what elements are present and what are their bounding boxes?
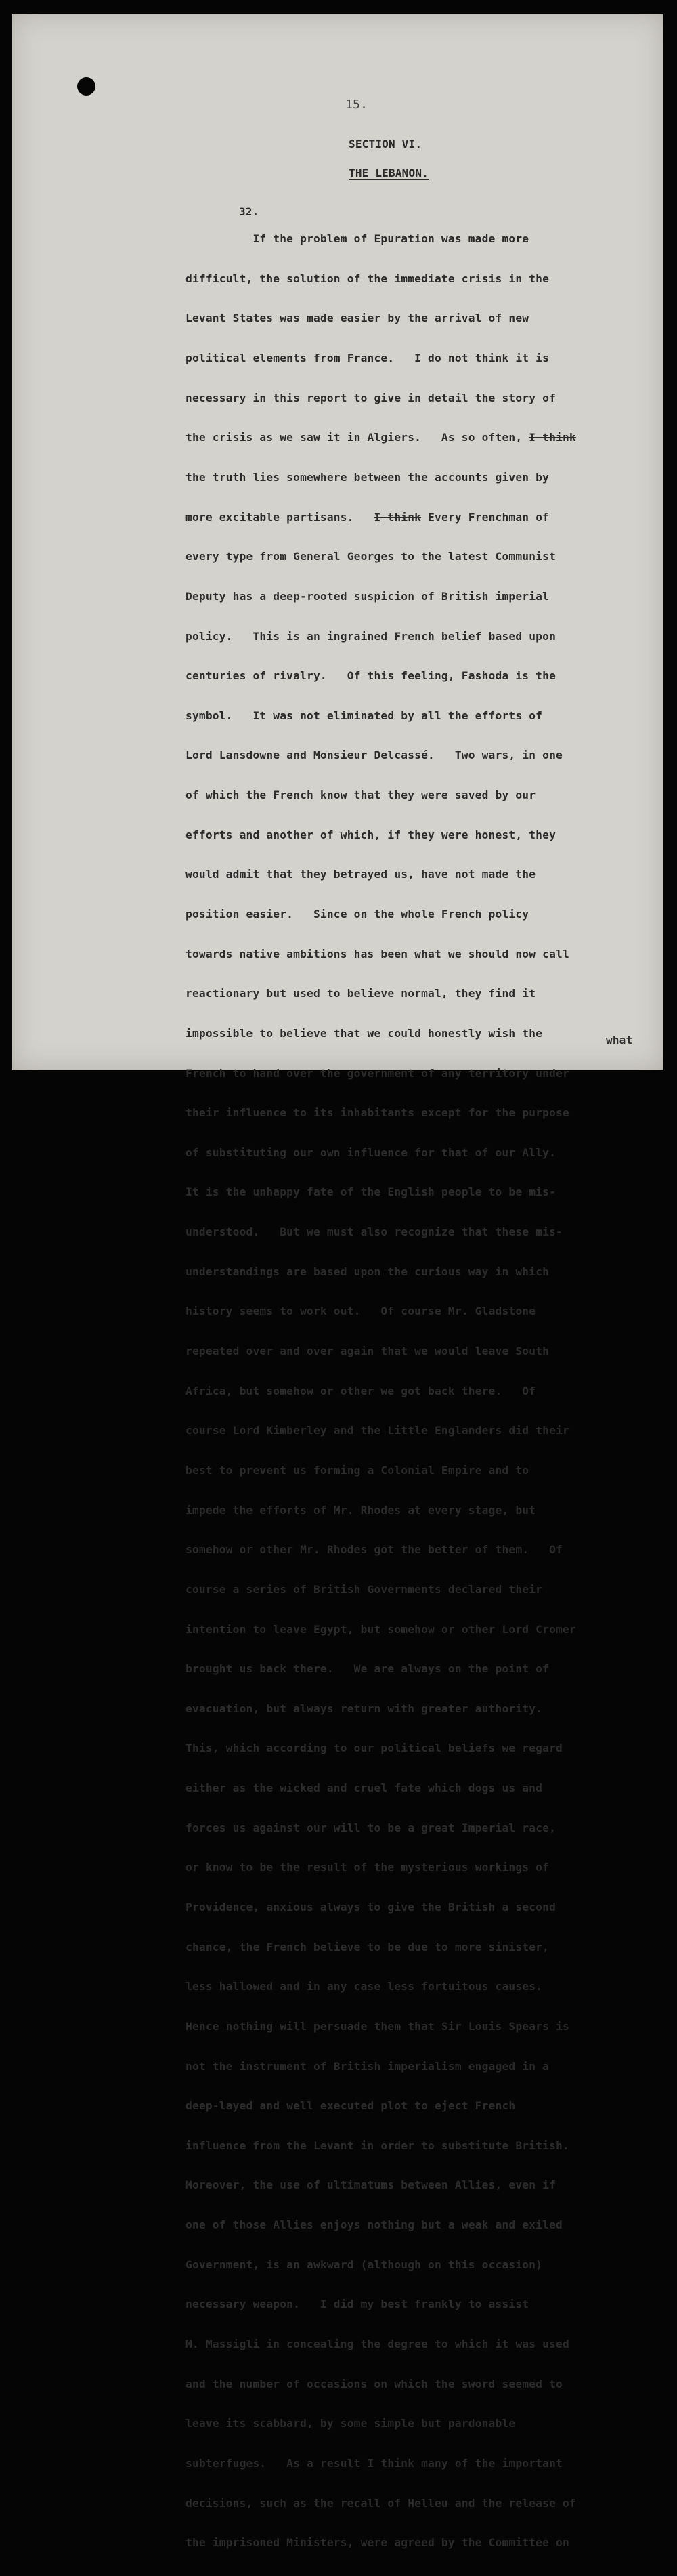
text-line: Government, is an awkward (although on this occasion)	[185, 2258, 543, 2271]
text-line	[185, 431, 659, 444]
text-line: understood. But we must also recognize that these mis-	[185, 1225, 563, 1239]
text-line: Lord Lansdowne and Monsieur Delcassé. Two wars, in one	[185, 748, 563, 762]
text-line: Levant States was made easier by the arrival of new	[185, 312, 529, 325]
text-line: not the instrument of British imperialism engaged in a	[185, 2059, 550, 2073]
text-line: chance, the French believe to be due to more sinister,	[185, 1940, 550, 1954]
text-line: of which the French know that they were saved by our	[185, 788, 536, 802]
punch-hole	[77, 77, 95, 96]
text-segment: more excitable partisans.	[185, 510, 374, 524]
text-line: towards native ambitions has been what we should now call	[185, 947, 569, 960]
text-line: intention to leave Egypt, but somehow or other Lord Cromer	[185, 1622, 576, 1636]
text-line: every type from General Georges to the latest Communist	[185, 550, 556, 564]
text-line: influence from the Levant in order to substitute British.	[185, 2138, 569, 2152]
text-line: the truth lies somewhere between the accounts given by	[185, 470, 550, 484]
text-segment: the crisis as we saw it in Algiers. As so often,	[185, 431, 529, 444]
text-line: or know to be the result of the mysterious workings of	[185, 1861, 550, 1874]
text-line: position easier. Since on the whole French policy	[185, 907, 529, 921]
page-number: 15.	[345, 98, 368, 112]
text-line: course a series of British Governments declared their	[185, 1582, 543, 1596]
text-line: policy. This is an ingrained French belief based upon	[185, 629, 556, 643]
text-line: evacuation, but always return with greater authority.	[185, 1702, 543, 1715]
text-line	[185, 511, 659, 524]
text-line: political elements from France. I do not think it is	[185, 352, 550, 365]
text-line: necessary in this report to give in detail the story of	[185, 391, 556, 404]
text-line: symbol. It was not eliminated by all the efforts of	[185, 709, 543, 722]
text-line: would admit that they betrayed us, have not made the	[185, 868, 536, 881]
text-line: and the number of occasions on which the sword seemed to	[185, 2377, 563, 2390]
text-line: reactionary but used to believe normal, they find it	[185, 987, 536, 1000]
text-line: history seems to work out. Of course Mr. Gladstone	[185, 1305, 536, 1318]
text-line: somehow or other Mr. Rhodes got the better of them. Of	[185, 1543, 563, 1557]
text-line: brought us back there. We are always on the point of	[185, 1662, 550, 1676]
text-line: one of those Allies enjoys nothing but a weak and exiled	[185, 2218, 563, 2232]
text-line: best to prevent us forming a Colonial Empire and to	[185, 1463, 529, 1477]
text-line: centuries of rivalry. Of this feeling, Fashoda is the	[185, 669, 556, 683]
text-line: This, which according to our political beliefs we regard	[185, 1741, 563, 1755]
paragraph-number: 32.	[239, 205, 259, 218]
text-line: the imprisoned Ministers, were agreed by the Committee on	[185, 2536, 569, 2550]
text-line: course Lord Kimberley and the Little Englanders did their	[185, 1424, 569, 1437]
text-line: difficult, the solution of the immediate crisis in the	[185, 272, 550, 285]
text-segment: Every Frenchman of	[428, 510, 550, 524]
text-line: Hence nothing will persuade them that Sir Louis Spears is	[185, 2019, 569, 2033]
text-line: efforts and another of which, if they were honest, they	[185, 828, 556, 841]
body-text	[185, 206, 659, 2576]
text-line: M. Massigli in concealing the degree to which it was used	[185, 2338, 569, 2351]
text-line: of substituting our own influence for that of our Ally.	[185, 1145, 556, 1159]
text-line: their influence to its inhabitants except for the purpose	[185, 1106, 569, 1120]
section-heading: SECTION VI.	[349, 138, 422, 150]
text-line: impede the efforts of Mr. Rhodes at every stage, but	[185, 1503, 536, 1517]
text-line: It is the unhappy fate of the English people to be mis-	[185, 1185, 556, 1199]
text-line: forces us against our will to be a great Imperial race,	[185, 1821, 556, 1834]
text-line: If the problem of Epuration was made more	[185, 232, 529, 246]
subheading: THE LEBANON.	[349, 167, 429, 180]
text-line: subterfuges. As a result I think many of the important	[185, 2456, 563, 2470]
text-line: Deputy has a deep-rooted suspicion of British imperial	[185, 589, 550, 603]
text-line: understandings are based upon the curious way in which	[185, 1265, 550, 1278]
text-line: Providence, anxious always to give the British a second	[185, 1901, 556, 1914]
text-line: leave its scabbard, by some simple but pardonable	[185, 2417, 516, 2430]
struck-text: I think	[374, 510, 422, 524]
text-line: Moreover, the use of ultimatums between Allies, even if	[185, 2178, 556, 2192]
catchword: what	[606, 1034, 633, 1047]
text-line: Africa, but somehow or other we got back there. Of	[185, 1384, 536, 1397]
text-line: deep-layed and well executed plot to eject French	[185, 2099, 516, 2113]
text-line: either as the wicked and cruel fate which dogs us and	[185, 1781, 543, 1795]
text-line: less hallowed and in any case less fortuitous causes.	[185, 1980, 543, 1993]
text-line: French to hand over the government of any territory under	[185, 1066, 569, 1080]
document-page	[12, 14, 663, 2550]
text-line: decisions, such as the recall of Helleu and the release of	[185, 2496, 576, 2510]
struck-text: I think	[529, 431, 576, 444]
text-line: impossible to believe that we could honestly wish the	[185, 1026, 543, 1040]
text-line: necessary weapon. I did my best frankly to assist	[185, 2298, 529, 2311]
text-line: repeated over and over again that we would leave South	[185, 1345, 550, 1358]
